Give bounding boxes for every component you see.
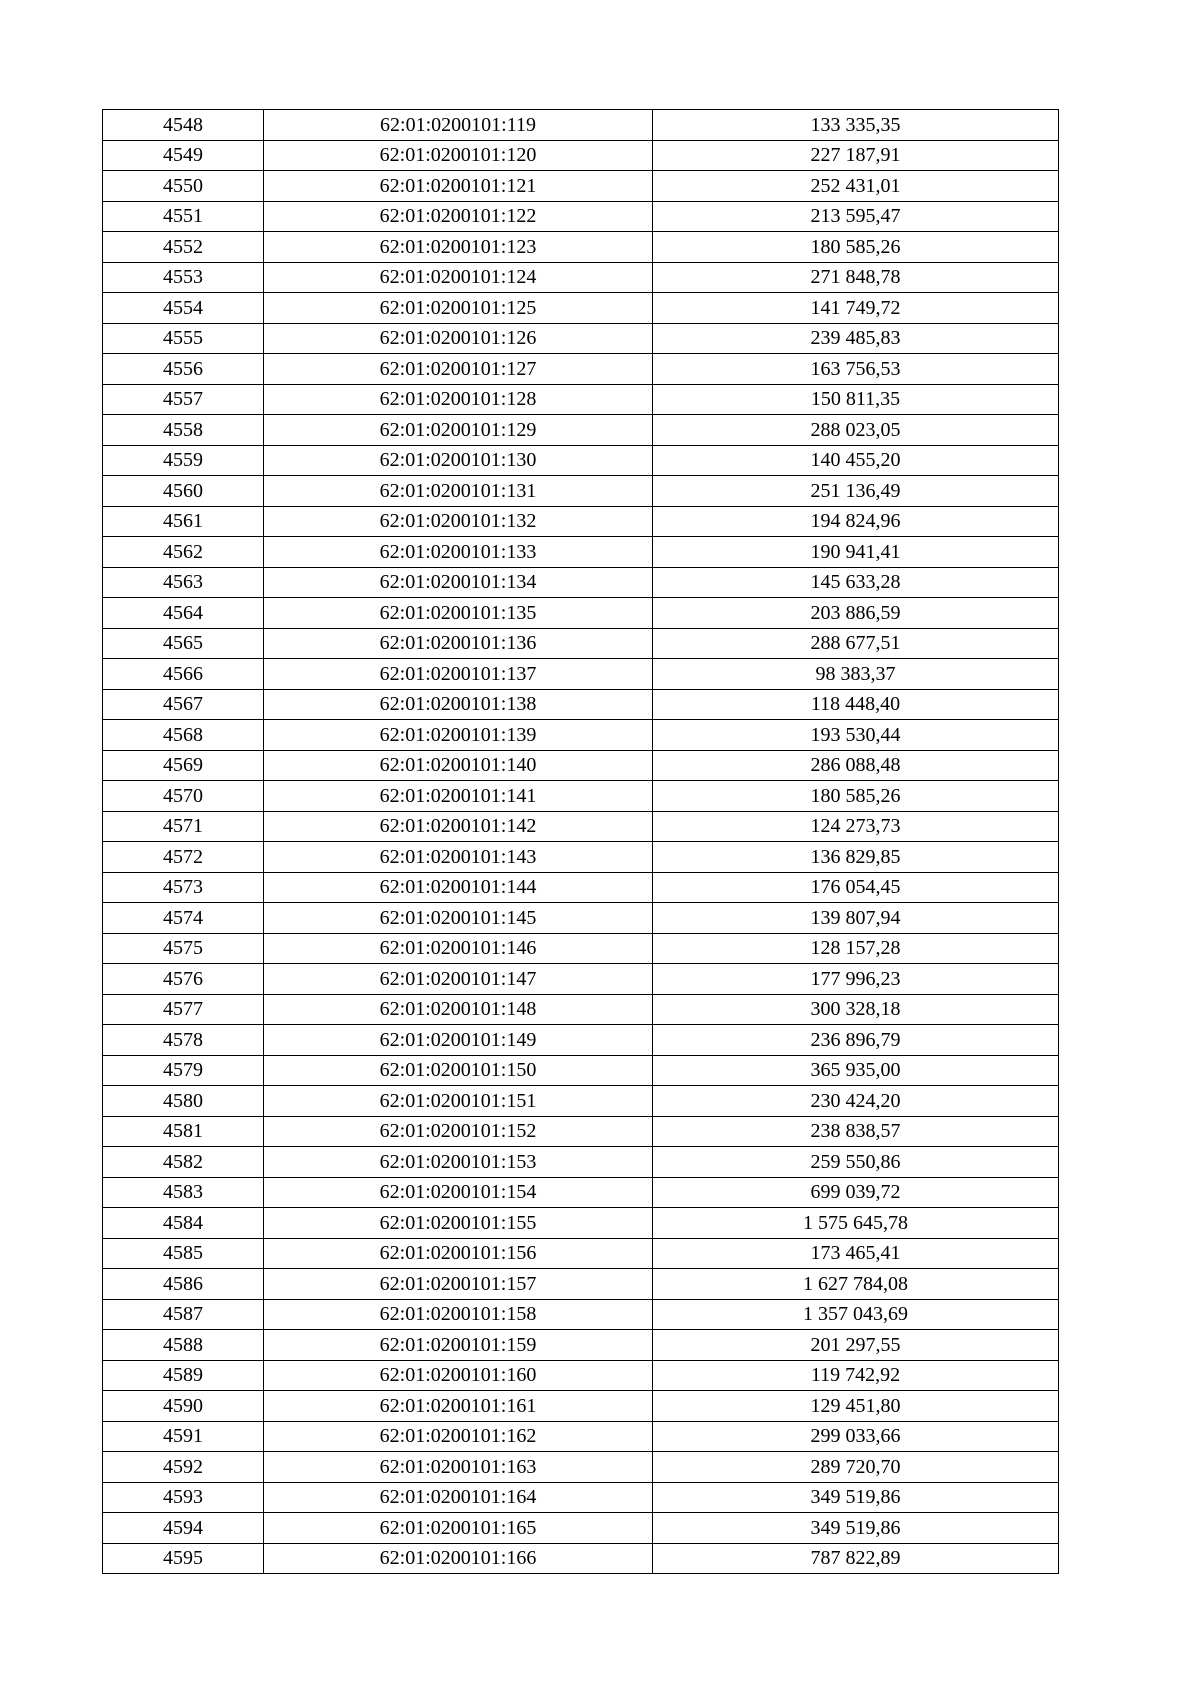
row-number-cell: 4564 <box>103 598 264 629</box>
table-row <box>103 323 1059 354</box>
row-number-cell: 4580 <box>103 1086 264 1117</box>
row-number-cell: 4554 <box>103 293 264 324</box>
cadastral-value-cell: 98 383,37 <box>653 659 1059 690</box>
row-number-cell: 4562 <box>103 537 264 568</box>
table-row <box>103 537 1059 568</box>
cadastral-value-cell: 299 033,66 <box>653 1421 1059 1452</box>
cadastral-number-cell: 62:01:0200101:146 <box>264 933 653 964</box>
cadastral-number-cell: 62:01:0200101:150 <box>264 1055 653 1086</box>
table-row <box>103 1543 1059 1574</box>
table-row <box>103 1360 1059 1391</box>
cadastral-value-cell: 203 886,59 <box>653 598 1059 629</box>
row-number-cell: 4570 <box>103 781 264 812</box>
table-row <box>103 1513 1059 1544</box>
cadastral-number-cell: 62:01:0200101:154 <box>264 1177 653 1208</box>
table-row <box>103 659 1059 690</box>
cadastral-number-cell: 62:01:0200101:147 <box>264 964 653 995</box>
table-row <box>103 903 1059 934</box>
cadastral-value-cell: 1 575 645,78 <box>653 1208 1059 1239</box>
cadastral-number-cell: 62:01:0200101:141 <box>264 781 653 812</box>
row-number-cell: 4595 <box>103 1543 264 1574</box>
table-row <box>103 598 1059 629</box>
cadastral-value-cell: 176 054,45 <box>653 872 1059 903</box>
cadastral-number-cell: 62:01:0200101:149 <box>264 1025 653 1056</box>
row-number-cell: 4568 <box>103 720 264 751</box>
cadastral-number-cell: 62:01:0200101:156 <box>264 1238 653 1269</box>
cadastral-number-cell: 62:01:0200101:133 <box>264 537 653 568</box>
cadastral-number-cell: 62:01:0200101:162 <box>264 1421 653 1452</box>
cadastral-number-cell: 62:01:0200101:140 <box>264 750 653 781</box>
cadastral-value-cell: 365 935,00 <box>653 1055 1059 1086</box>
table-row <box>103 781 1059 812</box>
cadastral-number-cell: 62:01:0200101:135 <box>264 598 653 629</box>
cadastral-value-cell: 349 519,86 <box>653 1513 1059 1544</box>
table-row <box>103 445 1059 476</box>
row-number-cell: 4569 <box>103 750 264 781</box>
row-number-cell: 4584 <box>103 1208 264 1239</box>
cadastral-number-cell: 62:01:0200101:122 <box>264 201 653 232</box>
cadastral-value-cell: 119 742,92 <box>653 1360 1059 1391</box>
table-row <box>103 1025 1059 1056</box>
cadastral-value-cell: 201 297,55 <box>653 1330 1059 1361</box>
row-number-cell: 4586 <box>103 1269 264 1300</box>
cadastral-number-cell: 62:01:0200101:151 <box>264 1086 653 1117</box>
cadastral-number-cell: 62:01:0200101:159 <box>264 1330 653 1361</box>
cadastral-number-cell: 62:01:0200101:120 <box>264 140 653 171</box>
row-number-cell: 4553 <box>103 262 264 293</box>
row-number-cell: 4571 <box>103 811 264 842</box>
row-number-cell: 4577 <box>103 994 264 1025</box>
cadastral-value-cell: 163 756,53 <box>653 354 1059 385</box>
table-body <box>103 110 1059 1574</box>
cadastral-value-cell: 236 896,79 <box>653 1025 1059 1056</box>
table-row <box>103 1269 1059 1300</box>
table-row <box>103 811 1059 842</box>
cadastral-value-cell: 213 595,47 <box>653 201 1059 232</box>
cadastral-number-cell: 62:01:0200101:127 <box>264 354 653 385</box>
cadastral-number-cell: 62:01:0200101:165 <box>264 1513 653 1544</box>
row-number-cell: 4589 <box>103 1360 264 1391</box>
table-row <box>103 1482 1059 1513</box>
cadastral-number-cell: 62:01:0200101:137 <box>264 659 653 690</box>
row-number-cell: 4582 <box>103 1147 264 1178</box>
table-row <box>103 1391 1059 1422</box>
table-row <box>103 384 1059 415</box>
cadastral-number-cell: 62:01:0200101:145 <box>264 903 653 934</box>
row-number-cell: 4588 <box>103 1330 264 1361</box>
row-number-cell: 4585 <box>103 1238 264 1269</box>
table-row <box>103 262 1059 293</box>
cadastral-number-cell: 62:01:0200101:134 <box>264 567 653 598</box>
row-number-cell: 4576 <box>103 964 264 995</box>
row-number-cell: 4581 <box>103 1116 264 1147</box>
cadastral-value-cell: 141 749,72 <box>653 293 1059 324</box>
table-row <box>103 1330 1059 1361</box>
cadastral-number-cell: 62:01:0200101:160 <box>264 1360 653 1391</box>
row-number-cell: 4550 <box>103 171 264 202</box>
cadastral-number-cell: 62:01:0200101:153 <box>264 1147 653 1178</box>
cadastral-value-cell: 118 448,40 <box>653 689 1059 720</box>
cadastral-value-cell: 140 455,20 <box>653 445 1059 476</box>
table-row <box>103 750 1059 781</box>
cadastral-number-cell: 62:01:0200101:123 <box>264 232 653 263</box>
cadastral-number-cell: 62:01:0200101:139 <box>264 720 653 751</box>
table-row <box>103 1421 1059 1452</box>
row-number-cell: 4557 <box>103 384 264 415</box>
cadastral-number-cell: 62:01:0200101:125 <box>264 293 653 324</box>
row-number-cell: 4578 <box>103 1025 264 1056</box>
row-number-cell: 4592 <box>103 1452 264 1483</box>
cadastral-value-cell: 271 848,78 <box>653 262 1059 293</box>
table-row <box>103 1208 1059 1239</box>
row-number-cell: 4565 <box>103 628 264 659</box>
table-row <box>103 1452 1059 1483</box>
row-number-cell: 4566 <box>103 659 264 690</box>
cadastral-number-cell: 62:01:0200101:129 <box>264 415 653 446</box>
table-row <box>103 506 1059 537</box>
table-row <box>103 567 1059 598</box>
table-row <box>103 628 1059 659</box>
cadastral-number-cell: 62:01:0200101:130 <box>264 445 653 476</box>
cadastral-value-cell: 300 328,18 <box>653 994 1059 1025</box>
cadastral-value-cell: 288 023,05 <box>653 415 1059 446</box>
cadastral-number-cell: 62:01:0200101:138 <box>264 689 653 720</box>
cadastral-value-cell: 128 157,28 <box>653 933 1059 964</box>
cadastral-value-cell: 133 335,35 <box>653 110 1059 141</box>
cadastral-value-cell: 787 822,89 <box>653 1543 1059 1574</box>
cadastral-value-cell: 227 187,91 <box>653 140 1059 171</box>
table-row <box>103 140 1059 171</box>
table-row <box>103 232 1059 263</box>
table-row <box>103 933 1059 964</box>
cadastral-value-table <box>102 109 1059 1574</box>
cadastral-number-cell: 62:01:0200101:155 <box>264 1208 653 1239</box>
cadastral-number-cell: 62:01:0200101:126 <box>264 323 653 354</box>
row-number-cell: 4573 <box>103 872 264 903</box>
row-number-cell: 4591 <box>103 1421 264 1452</box>
cadastral-number-cell: 62:01:0200101:148 <box>264 994 653 1025</box>
cadastral-number-cell: 62:01:0200101:128 <box>264 384 653 415</box>
cadastral-value-cell: 1 627 784,08 <box>653 1269 1059 1300</box>
cadastral-number-cell: 62:01:0200101:132 <box>264 506 653 537</box>
cadastral-value-cell: 150 811,35 <box>653 384 1059 415</box>
cadastral-value-cell: 193 530,44 <box>653 720 1059 751</box>
cadastral-value-cell: 349 519,86 <box>653 1482 1059 1513</box>
table-row <box>103 201 1059 232</box>
cadastral-value-cell: 230 424,20 <box>653 1086 1059 1117</box>
row-number-cell: 4567 <box>103 689 264 720</box>
table-row <box>103 1147 1059 1178</box>
row-number-cell: 4590 <box>103 1391 264 1422</box>
cadastral-number-cell: 62:01:0200101:119 <box>264 110 653 141</box>
cadastral-value-cell: 286 088,48 <box>653 750 1059 781</box>
cadastral-number-cell: 62:01:0200101:166 <box>264 1543 653 1574</box>
table-row <box>103 476 1059 507</box>
cadastral-number-cell: 62:01:0200101:124 <box>264 262 653 293</box>
row-number-cell: 4563 <box>103 567 264 598</box>
cadastral-number-cell: 62:01:0200101:163 <box>264 1452 653 1483</box>
cadastral-value-cell: 239 485,83 <box>653 323 1059 354</box>
table-row <box>103 171 1059 202</box>
cadastral-number-cell: 62:01:0200101:143 <box>264 842 653 873</box>
table-row <box>103 964 1059 995</box>
cadastral-value-cell: 238 838,57 <box>653 1116 1059 1147</box>
row-number-cell: 4548 <box>103 110 264 141</box>
table-row <box>103 720 1059 751</box>
cadastral-value-cell: 259 550,86 <box>653 1147 1059 1178</box>
row-number-cell: 4575 <box>103 933 264 964</box>
cadastral-number-cell: 62:01:0200101:152 <box>264 1116 653 1147</box>
cadastral-number-cell: 62:01:0200101:136 <box>264 628 653 659</box>
cadastral-value-cell: 194 824,96 <box>653 506 1059 537</box>
row-number-cell: 4579 <box>103 1055 264 1086</box>
cadastral-value-cell: 190 941,41 <box>653 537 1059 568</box>
cadastral-value-cell: 136 829,85 <box>653 842 1059 873</box>
cadastral-number-cell: 62:01:0200101:131 <box>264 476 653 507</box>
cadastral-value-cell: 180 585,26 <box>653 232 1059 263</box>
cadastral-number-cell: 62:01:0200101:142 <box>264 811 653 842</box>
cadastral-number-cell: 62:01:0200101:161 <box>264 1391 653 1422</box>
row-number-cell: 4558 <box>103 415 264 446</box>
table-row <box>103 1177 1059 1208</box>
cadastral-number-cell: 62:01:0200101:121 <box>264 171 653 202</box>
row-number-cell: 4587 <box>103 1299 264 1330</box>
cadastral-value-cell: 699 039,72 <box>653 1177 1059 1208</box>
table-row <box>103 689 1059 720</box>
cadastral-value-cell: 173 465,41 <box>653 1238 1059 1269</box>
table-row <box>103 293 1059 324</box>
cadastral-value-cell: 251 136,49 <box>653 476 1059 507</box>
cadastral-number-cell: 62:01:0200101:157 <box>264 1269 653 1300</box>
table-row <box>103 415 1059 446</box>
row-number-cell: 4561 <box>103 506 264 537</box>
cadastral-value-cell: 252 431,01 <box>653 171 1059 202</box>
cadastral-value-cell: 129 451,80 <box>653 1391 1059 1422</box>
row-number-cell: 4560 <box>103 476 264 507</box>
cadastral-value-cell: 139 807,94 <box>653 903 1059 934</box>
table-row <box>103 1238 1059 1269</box>
row-number-cell: 4594 <box>103 1513 264 1544</box>
row-number-cell: 4559 <box>103 445 264 476</box>
table-row <box>103 110 1059 141</box>
cadastral-number-cell: 62:01:0200101:158 <box>264 1299 653 1330</box>
row-number-cell: 4574 <box>103 903 264 934</box>
cadastral-value-cell: 288 677,51 <box>653 628 1059 659</box>
row-number-cell: 4551 <box>103 201 264 232</box>
row-number-cell: 4556 <box>103 354 264 385</box>
cadastral-number-cell: 62:01:0200101:144 <box>264 872 653 903</box>
table-row <box>103 1299 1059 1330</box>
table-row <box>103 872 1059 903</box>
cadastral-value-cell: 177 996,23 <box>653 964 1059 995</box>
row-number-cell: 4572 <box>103 842 264 873</box>
table-row <box>103 1055 1059 1086</box>
row-number-cell: 4583 <box>103 1177 264 1208</box>
cadastral-number-cell: 62:01:0200101:164 <box>264 1482 653 1513</box>
table-row <box>103 994 1059 1025</box>
row-number-cell: 4593 <box>103 1482 264 1513</box>
row-number-cell: 4552 <box>103 232 264 263</box>
cadastral-value-cell: 180 585,26 <box>653 781 1059 812</box>
table-row <box>103 1086 1059 1117</box>
table-row <box>103 842 1059 873</box>
cadastral-value-cell: 145 633,28 <box>653 567 1059 598</box>
table-row <box>103 354 1059 385</box>
row-number-cell: 4549 <box>103 140 264 171</box>
table-row <box>103 1116 1059 1147</box>
cadastral-value-cell: 124 273,73 <box>653 811 1059 842</box>
cadastral-value-cell: 1 357 043,69 <box>653 1299 1059 1330</box>
row-number-cell: 4555 <box>103 323 264 354</box>
cadastral-value-cell: 289 720,70 <box>653 1452 1059 1483</box>
